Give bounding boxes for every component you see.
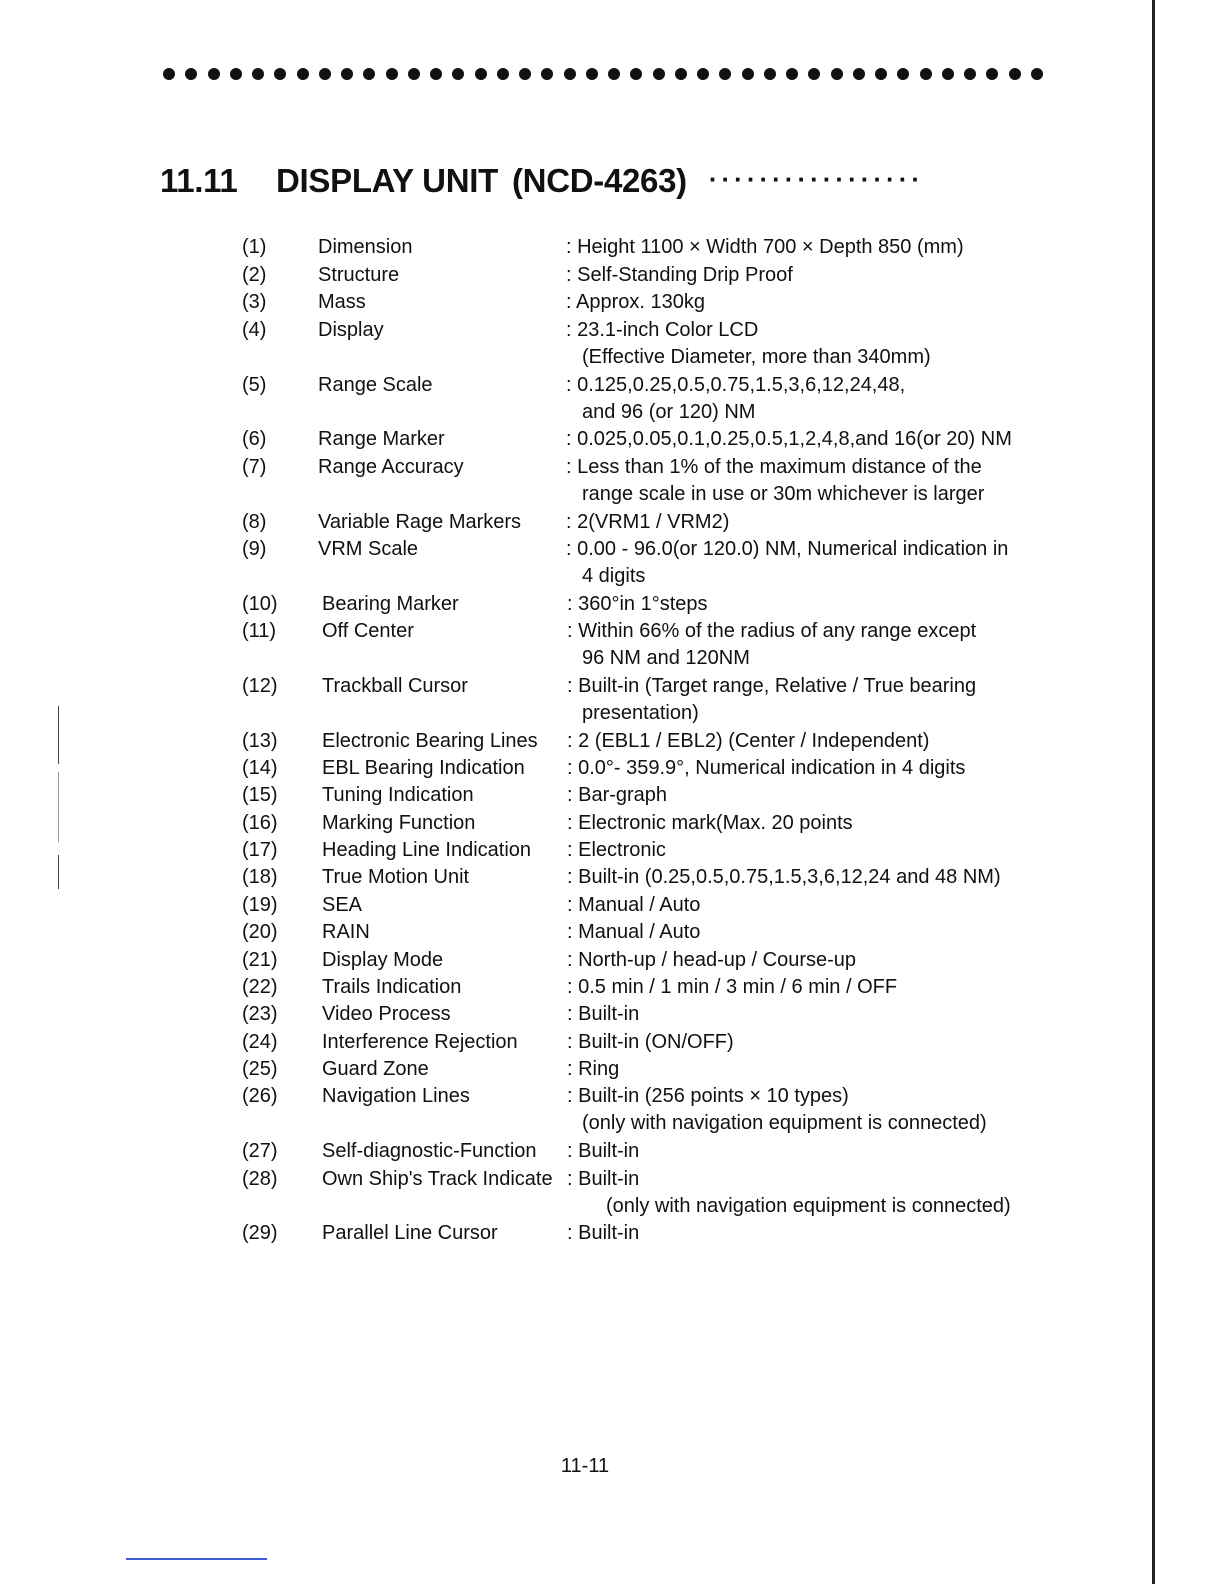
- spec-number: (25): [242, 1058, 278, 1080]
- spec-label: Own Ship's Track Indicate: [322, 1168, 553, 1190]
- spec-value: : 360°in 1°steps: [567, 593, 708, 615]
- spec-label: Video Process: [322, 1003, 451, 1025]
- spec-value: : 2(VRM1 / VRM2): [566, 511, 730, 533]
- spec-row: [0, 590, 1224, 618]
- spec-row-continuation: [0, 398, 1224, 426]
- spec-number: (20): [242, 921, 278, 943]
- spec-label: EBL Bearing Indication: [322, 757, 525, 779]
- spec-value-continued: range scale in use or 30m whichever is larger: [582, 483, 985, 505]
- spec-label: SEA: [322, 894, 363, 916]
- spec-label: Tuning Indication: [322, 784, 474, 806]
- spec-row: [0, 425, 1224, 453]
- spec-row: [0, 727, 1224, 755]
- spec-row: [0, 891, 1224, 919]
- spec-number: (13): [242, 730, 278, 752]
- spec-row: [0, 809, 1224, 837]
- spec-value: : Less than 1% of the maximum distance of the: [566, 456, 982, 478]
- spec-number: (8): [242, 511, 267, 533]
- spec-label: Display: [318, 319, 384, 341]
- spec-number: (16): [242, 812, 278, 834]
- spec-value-continued: presentation): [582, 702, 699, 724]
- spec-value: : Built-in (ON/OFF): [567, 1031, 734, 1053]
- spec-number: (2): [242, 264, 267, 286]
- spec-value: : 0.025,0.05,0.1,0.25,0.5,1,2,4,8,and 16(or 20) NM: [566, 428, 1012, 450]
- spec-row: [0, 371, 1224, 399]
- spec-row: [0, 918, 1224, 946]
- spec-number: (6): [242, 428, 267, 450]
- spec-value: : Self-Standing Drip Proof: [566, 264, 793, 286]
- spec-number: (4): [242, 319, 267, 341]
- spec-label: Trackball Cursor: [322, 675, 468, 697]
- spec-label: Range Accuracy: [318, 456, 464, 478]
- spec-label: Dimension: [318, 236, 413, 258]
- spec-number: (5): [242, 374, 267, 396]
- spec-number: (26): [242, 1085, 278, 1107]
- spec-value: : Within 66% of the radius of any range except: [567, 620, 977, 642]
- spec-value: : Built-in: [567, 1003, 640, 1025]
- spec-row: [0, 1028, 1224, 1056]
- spec-label: Bearing Marker: [322, 593, 459, 615]
- spec-number: (18): [242, 866, 278, 888]
- spec-row: [0, 453, 1224, 481]
- spec-value: : Electronic: [567, 839, 666, 861]
- spec-label: Self-diagnostic-Function: [322, 1140, 537, 1162]
- spec-number: (15): [242, 784, 278, 806]
- spec-value: : 2 (EBL1 / EBL2) (Center / Independent): [567, 730, 930, 752]
- spec-value: : Built-in: [567, 1140, 640, 1162]
- spec-number: (27): [242, 1140, 278, 1162]
- spec-number: (3): [242, 291, 267, 313]
- spec-label: Interference Rejection: [322, 1031, 518, 1053]
- spec-row: [0, 1137, 1224, 1165]
- spec-value-continued: and 96 (or 120) NM: [582, 401, 756, 423]
- spec-label: True Motion Unit: [322, 866, 470, 888]
- spec-row: [0, 617, 1224, 645]
- spec-value: : Ring: [567, 1058, 620, 1080]
- spec-number: (9): [242, 538, 267, 560]
- scan-margin-mark: [58, 855, 59, 889]
- spec-label: Variable Rage Markers: [318, 511, 522, 533]
- spec-value: : Height 1100 × Width 700 × Depth 850 (mm): [566, 236, 964, 258]
- spec-label: VRM Scale: [318, 538, 419, 560]
- spec-row-continuation: [0, 1192, 1224, 1220]
- spec-value-continued: (only with navigation equipment is connected): [606, 1195, 1011, 1217]
- spec-number: (23): [242, 1003, 278, 1025]
- spec-row-continuation: [0, 343, 1224, 371]
- spec-label: Navigation Lines: [322, 1085, 470, 1107]
- spec-value: : Electronic mark(Max. 20 points: [567, 812, 853, 834]
- spec-value: : Approx. 130kg: [566, 291, 705, 313]
- spec-label: RAIN: [322, 921, 370, 943]
- spec-row-continuation: [0, 480, 1224, 508]
- spec-value: : 0.00 - 96.0(or 120.0) NM, Numerical indication in: [566, 538, 1009, 560]
- spec-row: [0, 863, 1224, 891]
- spec-value: : Built-in (Target range, Relative / True bearing: [567, 675, 977, 697]
- scan-margin-mark: [58, 706, 59, 764]
- spec-value: : Bar-graph: [567, 784, 668, 806]
- spec-label: Mass: [318, 291, 366, 313]
- spec-value: : Built-in: [567, 1168, 640, 1190]
- spec-value: : North-up / head-up / Course-up: [567, 949, 857, 971]
- spec-row: [0, 1055, 1224, 1083]
- spec-number: (24): [242, 1031, 278, 1053]
- spec-row: [0, 754, 1224, 782]
- spec-value: : 0.0°- 359.9°, Numerical indication in 4 digits: [567, 757, 966, 779]
- model-number: (NCD-4263): [511, 162, 687, 199]
- scan-edge-line: [1152, 0, 1155, 1584]
- spec-row-continuation: [0, 1109, 1224, 1137]
- spec-number: (1): [242, 236, 267, 258]
- spec-value: : 23.1-inch Color LCD: [566, 319, 759, 341]
- spec-number: (21): [242, 949, 278, 971]
- spec-value-continued: 4 digits: [582, 565, 646, 587]
- spec-label: Trails Indication: [322, 976, 462, 998]
- scan-margin-mark: [58, 772, 59, 842]
- spec-row: [0, 261, 1224, 289]
- spec-value-continued: 96 NM and 120NM: [582, 647, 750, 669]
- spec-label: Structure: [318, 264, 400, 286]
- spec-row: [0, 1082, 1224, 1110]
- spec-value: : 0.5 min / 1 min / 3 min / 6 min / OFF: [567, 976, 898, 998]
- spec-number: (28): [242, 1168, 278, 1190]
- spec-row-continuation: [0, 562, 1224, 590]
- spec-row: [0, 1219, 1224, 1247]
- spec-row: [0, 1000, 1224, 1028]
- spec-row: [0, 288, 1224, 316]
- section-number: 11.11: [160, 162, 238, 199]
- page-number: 11-11: [560, 1455, 610, 1477]
- spec-number: (29): [242, 1222, 278, 1244]
- spec-label: Heading Line Indication: [322, 839, 532, 861]
- spec-row: [0, 316, 1224, 344]
- section-title: DISPLAY UNIT: [276, 162, 498, 199]
- spec-row-continuation: [0, 699, 1224, 727]
- spec-label: Guard Zone: [322, 1058, 429, 1080]
- spec-row: [0, 973, 1224, 1001]
- spec-label: Range Marker: [318, 428, 445, 450]
- spec-value: : Built-in (256 points × 10 types): [567, 1085, 849, 1107]
- scan-bottom-line: [126, 1558, 267, 1560]
- spec-number: (12): [242, 675, 278, 697]
- spec-number: (7): [242, 456, 267, 478]
- spec-value: : Built-in: [567, 1222, 640, 1244]
- spec-value-continued: (only with navigation equipment is connected): [582, 1112, 987, 1134]
- spec-label: Electronic Bearing Lines: [322, 730, 538, 752]
- spec-label: Off Center: [322, 620, 414, 642]
- spec-label: Parallel Line Cursor: [322, 1222, 498, 1244]
- spec-label: Display Mode: [322, 949, 444, 971]
- spec-value: : Manual / Auto: [567, 921, 701, 943]
- spec-number: (10): [242, 593, 278, 615]
- spec-number: (14): [242, 757, 278, 779]
- spec-value-continued: (Effective Diameter, more than 340mm): [582, 346, 931, 368]
- spec-row: [0, 535, 1224, 563]
- spec-row: [0, 946, 1224, 974]
- spec-row-continuation: [0, 644, 1224, 672]
- spec-row: [0, 836, 1224, 864]
- spec-number: (22): [242, 976, 278, 998]
- spec-row: [0, 781, 1224, 809]
- spec-number: (11): [242, 620, 277, 642]
- spec-value: : Built-in (0.25,0.5,0.75,1.5,3,6,12,24 and 48 NM): [567, 866, 1001, 888]
- spec-label: Range Scale: [318, 374, 433, 396]
- spec-row: [0, 672, 1224, 700]
- spec-row: [0, 233, 1224, 261]
- spec-value: : 0.125,0.25,0.5,0.75,1.5,3,6,12,24,48,: [566, 374, 906, 396]
- spec-number: (19): [242, 894, 278, 916]
- spec-label: Marking Function: [322, 812, 476, 834]
- spec-number: (17): [242, 839, 278, 861]
- spec-row: [0, 508, 1224, 536]
- spec-row: [0, 1165, 1224, 1193]
- spec-value: : Manual / Auto: [567, 894, 701, 916]
- dot-leader: ·················: [708, 163, 925, 194]
